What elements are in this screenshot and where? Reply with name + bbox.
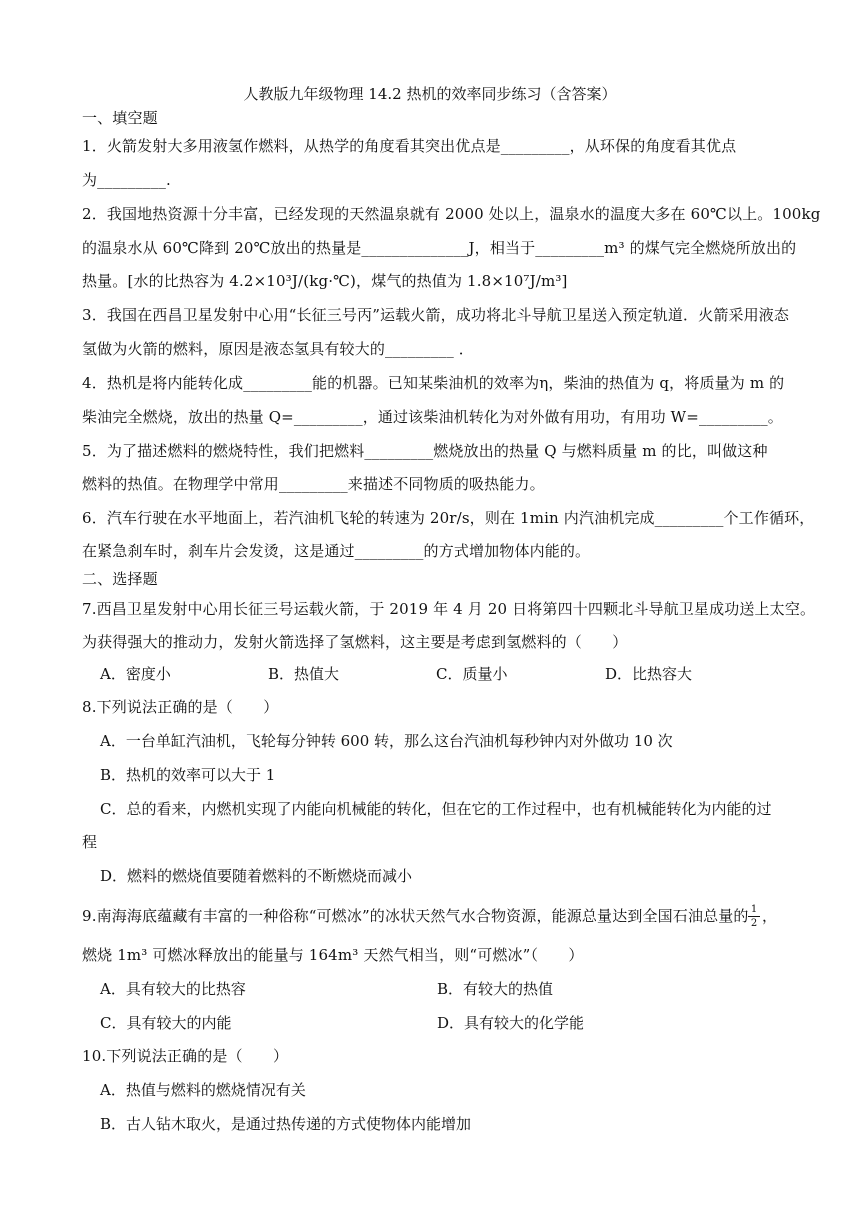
- question-9-option-c: C．具有较大的内能: [100, 1014, 232, 1032]
- question-2-line-2: 的温泉水从 60℃降到 20℃放出的热量是______________J，相当于_________m³ 的煤气完全燃烧所放出的: [82, 239, 797, 257]
- question-10-option-b: B．古人钻木取火，是通过热传递的方式使物体内能增加: [100, 1115, 472, 1133]
- section-heading-choice: 二、选择题: [82, 570, 158, 588]
- question-1-line-1: 1．火箭发射大多用液氢作燃料，从热学的角度看其突出优点是_________，从环保的角度看其优点: [82, 137, 737, 155]
- question-8-option-c-line-2: 程: [82, 833, 98, 851]
- question-9-option-b: B．有较大的热值: [437, 980, 554, 998]
- question-9-line-1: [82, 906, 749, 926]
- question-8-option-b: B．热机的效率可以大于 1: [100, 766, 276, 784]
- fraction-denominator: 2: [750, 918, 758, 929]
- question-8-stem: 8.下列说法正确的是（ ）: [82, 698, 279, 716]
- fraction-numerator: 1: [750, 904, 758, 915]
- fraction-bar: [748, 916, 760, 917]
- question-10-stem: 10.下列说法正确的是（ ）: [82, 1047, 289, 1065]
- question-3-line-1: 3．我国在西昌卫星发射中心用“长征三号丙”运载火箭，成功将北斗导航卫星送入预定轨道．火箭采用液态: [82, 306, 790, 324]
- question-9-line-1-text: 9.南海海底蕴藏有丰富的一种俗称“可燃冰”的冰状天然气水合物资源，能源总量达到全国石油总量的: [82, 907, 749, 925]
- document-title: 人教版九年级物理 14.2 热机的效率同步练习（含答案）: [243, 85, 617, 103]
- question-7-option-b: B．热值大: [268, 665, 340, 683]
- question-7-option-d: D．比热容大: [605, 665, 693, 683]
- question-4-line-2: 柴油完全燃烧，放出的热量 Q=_________，通过该柴油机转化为对外做有用功，有用功 W=_________。: [82, 408, 783, 426]
- question-6-line-2: 在紧急刹车时，刹车片会发烫，这是通过_________的方式增加物体内能的。: [82, 542, 591, 560]
- question-10-option-a: A．热值与燃料的燃烧情况有关: [100, 1081, 306, 1099]
- question-5-line-1: 5．为了描述燃料的燃烧特性，我们把燃料_________燃烧放出的热量 Q 与燃料质量 m 的比，叫做这种: [82, 442, 768, 460]
- question-4-line-1: 4．热机是将内能转化成_________能的机器。已知某柴油机的效率为η，柴油的热值为 q，将质量为 m 的: [82, 374, 785, 392]
- fraction-one-half: [748, 904, 760, 929]
- question-7-line-1: 7.西昌卫星发射中心用长征三号运载火箭，于 2019 年 4 月 20 日将第四十四颗北斗导航卫星成功送上太空。: [82, 600, 816, 618]
- question-9-option-a: A．具有较大的比热容: [100, 980, 246, 998]
- question-9-line-2: 燃烧 1m³ 可燃冰释放出的能量与 164m³ 天然气相当，则“可燃冰”（ ）: [82, 946, 584, 964]
- question-2-line-3: 热量。[水的比热容为 4.2×10³J/(kg·℃)，煤气的热值为 1.8×10⁷J/m³]: [82, 272, 568, 290]
- question-9-line-1-end: ，: [762, 907, 778, 925]
- question-9-option-d: D．具有较大的化学能: [437, 1014, 585, 1032]
- question-8-option-d: D．燃料的燃烧值要随着燃料的不断燃烧而减小: [100, 867, 413, 885]
- question-1-line-2: 为_________.: [82, 171, 171, 189]
- question-3-line-2: 氢做为火箭的燃料，原因是液态氢具有较大的_________ ．: [82, 340, 474, 358]
- question-7-line-2: 为获得强大的推动力，发射火箭选择了氢燃料，这主要是考虑到氢燃料的（ ）: [82, 633, 628, 651]
- question-7-option-c: C．质量小: [436, 665, 508, 683]
- question-2-line-1: 2．我国地热资源十分丰富，已经发现的天然温泉就有 2000 处以上，温泉水的温度大多在 60℃以上。100kg: [82, 205, 821, 223]
- question-8-option-a: A．一台单缸汽油机，飞轮每分钟转 600 转，那么这台汽油机每秒钟内对外做功 10 次: [100, 732, 673, 750]
- question-5-line-2: 燃料的热值。在物理学中常用_________来描述不同物质的吸热能力。: [82, 475, 545, 493]
- question-7-option-a: A．密度小: [100, 665, 171, 683]
- section-heading-fill-blank: 一、填空题: [82, 109, 158, 127]
- question-6-line-1: 6．汽车行驶在水平地面上，若汽油机飞轮的转速为 20r/s，则在 1min 内汽油机完成_________个工作循环，: [82, 509, 815, 527]
- question-8-option-c-line-1: C．总的看来，内燃机实现了内能向机械能的转化，但在它的工作过程中，也有机械能转化为内能的过: [100, 800, 772, 818]
